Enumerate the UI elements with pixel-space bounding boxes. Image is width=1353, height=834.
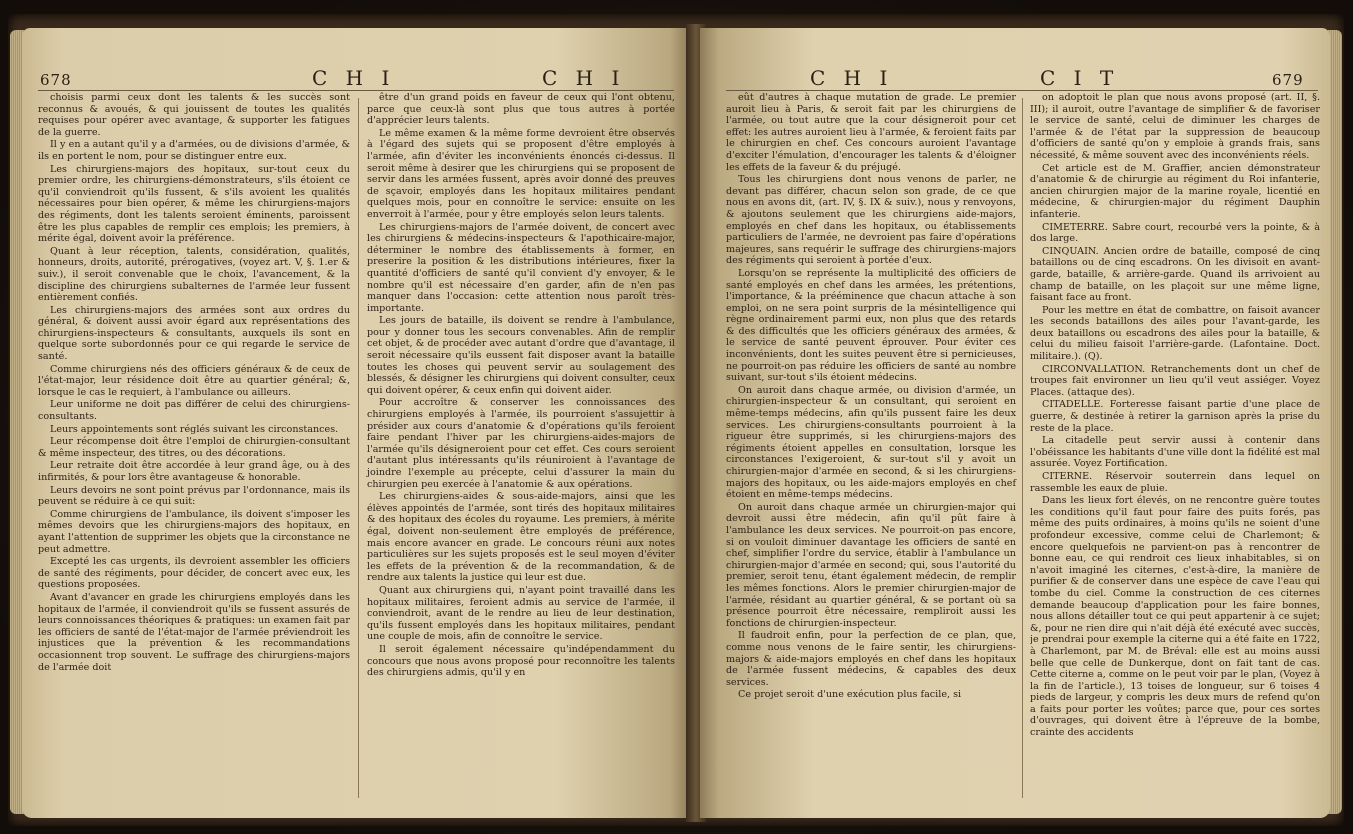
paragraph: Avant d'avancer en grade les chirurgiens employés dans les hopitaux de l'armée, il conviendroit qu'ils se fussent assurés de leurs connoissances théoriques & pratiques: un examen fait par les officiers de santé de l'état-major de l'armée préviendroit les injustices que la prévention & les recommandations occasionnent trop souvent. Le suffrage des chirurgiens-majors de l'armée doit [38,591,350,673]
paragraph: Excepté les cas urgents, ils devroient assembler les officiers de santé des régiments, pour décider, de concert avec eux, les questions proposées. [38,556,350,591]
header-rule [726,90,1318,91]
paragraph: Le même examen & la même forme devroient être observés à l'égard des sujets qui se proposent d'être employés à l'armée, afin d'éviter les inconvénients énoncés ci-dessus. Il seroit même à desirer que les chirurgiens qui se proposent de servir dans les armées fussent, après avoir donné des preuves de sçavoir, employés dans les hopitaux militaires pendant quelques mois, pour en connoître le service: ensuite on les enverroit à l'armée, pour y être employés selon leurs talents. [367,127,675,220]
paragraph: Pour accroître & conserver les connoissances des chirurgiens employés à l'armée, ils pourroient s'assujettir à présider aux cours d'anatomie & d'opérations qu'ils feroient faire pendant l'hiver par les chirurgiens-aides-majors de l'armée qu'ils désigneroient pour cet effet. Ces cours seroient d'autant plus intéressants qu'ils réuniroient à l'avantage de joindre l'exemple au précepte, celui d'assurer la main du chirurgien peu exercée à l'anatomie & aux opérations. [367,397,675,490]
paragraph: Comme chirurgiens de l'ambulance, ils doivent s'imposer les mêmes devoirs que les chirurgiens-majors des hopitaux, en ayant l'attention de supprimer les objets que la circonstance ne peut admettre. [38,508,350,555]
paragraph: choisis parmi ceux dont les talents & les succès sont reconnus & avoués, & qui jouissent de toutes les qualités requises pour opérer avec avantage, & supporter les fatigues de la guerre. [38,92,350,138]
paragraph: Leurs appointements sont réglés suivant les circonstances. [50,423,339,435]
paragraph: être d'un grand poids en faveur de ceux qui l'ont obtenu, parce que ceux-là sont plus que tous autres à portée d'apprécier leurs talents. [367,92,675,127]
paragraph: on adoptoit le plan que nous avons proposé (art. II, §. III); il auroit, outre l'avantage de simplifier & de favoriser le service de santé, celui de diminuer les charges de l'armée & de l'état par la suppression de beaucoup d'officiers de santé qu'on y emploie à grands frais, sans nécessité, & même souvent avec des inconvénients réels. [1030,92,1320,161]
header-rule [38,90,674,91]
paragraph: Ce projet seroit d'une exécution plus facile, si [738,689,962,701]
paragraph: Quant à leur réception, talents, considération, qualités, honneurs, droits, autorité, prérogatives, (voyez art. V, §. 1.er & suiv.), il seroit convenable que le choix, l'avancement, & la discipline des chirurgiens subalternes de l'armée leur fussent entièrement confiés. [38,245,350,304]
right-page-number: 679 [1272,71,1304,89]
paragraph: CIMETERRE. Sabre court, recourbé vers la pointe, & à dos large. [1030,221,1320,245]
left-running-head-2: C H I [542,66,626,90]
paragraph: On auroit dans chaque armée, ou division d'armée, un chirurgien-inspecteur & un consultant, qui seroient en même-temps médecins, afin qu'ils pussent faire les deux services. Les chirurgiens-consultants pourroient à la rigueur être supprimés, si les chirurgiens-majors des régiments étoient appelles en consultation, lorsque les circonstances l'exigeroient, & sur-tout s'il y avoit un chirurgien-major d'armée en second, & si les chirurgiens-majors des hopitaux, ou les aide-majors employés en chef étoient en même-temps médecins. [726,384,1016,501]
paragraph: Les jours de bataille, ils doivent se rendre à l'ambulance, pour y donner tous les secours convenables. Afin de remplir cet objet, & de procéder avec autant d'ordre que d'avantage, il seroit nécessaire qu'ils eussent fait disposer avant la bataille toutes les choses qui peuvent servir au soulagement des blessés, & désigner les chirurgiens qui doivent consulter, ceux qui doivent opérer, & ceux enfin qui doivent aider. [367,315,675,396]
left-page-number: 678 [40,71,72,89]
paragraph: Leurs devoirs ne sont point prévus par l'ordonnance, mais ils peuvent se réduire à ce qui suit: [38,484,350,508]
paragraph: CINQUAIN. Ancien ordre de bataille, composé de cinq bataillons ou de cinq escadrons. On les divisoit en avant-garde, bataille, & arrière-garde. Quand ils arrivoient au champ de bataille, on les plaçoit sur une même ligne, faisant face au front. [1030,245,1320,304]
left-page [22,28,690,818]
paragraph: Tous les chirurgiens dont nous venons de parler, ne devant pas différer, chacun selon son grade, de ce que nous en avons dit, (art. IV, §. IX & suiv.), nous y renvoyons, & ajoutons seulement que les chirurgiens aide-majors, employés en chef dans les hopitaux, ou établissements particuliers de l'armée, ne devroient pas faire d'opérations majeures, sans requérir le suffrage des chirurgiens-majors des régiments qui seroient à portée d'eux. [726,174,1016,267]
paragraph: CIRCONVALLATION. Retranchements dont un chef de troupes fait environner un lieu qu'il veut assiéger. Voyez Places. (attaque des). [1030,363,1320,398]
right-running-head-2: C I T [1040,66,1120,90]
left-column-1 [38,92,350,810]
paragraph: Pour les mettre en état de combattre, on faisoit avancer les seconds bataillons des ailes pour l'avant-garde, les deux bataillons ou escadrons des ailes pour la bataille, & celui du milieu faisoit l'arrière-garde. (Lafontaine. Doct. militaire.). (Q). [1030,304,1320,363]
paragraph: Cet article est de M. Graffier, ancien démonstrateur d'anatomie & de chirurgie au régiment du Roi infanterie, ancien chirurgien major de la marine royale, licentié en médecine, & chirurgien-major du régiment Dauphin infanterie. [1030,162,1320,220]
paragraph: Dans les lieux fort élevés, on ne rencontre guère toutes les conditions qu'il faut pour faire des puits forés, pas même des puits ordinaires, à moins qu'ils ne soient d'une profondeur excessive, comme celui de Charlemont; & encore quelquefois ne parvient-on pas à rencontrer de bonne eau, ce qui rendroit ces lieux inhabitables, si on n'avoit imaginé les citernes, c'est-à-dire, la manière de purifier & de conserver dans une espèce de cave l'eau qui tombe du ciel. Comme la construction de ces citernes demande beaucoup d'application pour les faire bonnes, nous allons détailler tout ce qui peut appartenir à ce sujet; &, pour ne rien dire qui n'ait déjà été exécuté avec succès, je prendrai pour exemple la citerne qui a été faite en 1722, à Charlemont, par M. de Bréval: elle est au moins aussi belle que celle de Dunkerque, dont on fait tant de cas. Cette citerne a, comme on le peut voir par le plan, (Voyez à la fin de l'article.), 13 toises de longueur, sur 6 toises 4 pieds de largeur, y compris les deux murs de refend qu'on a faits pour porter les voûtes; parce que, pour ces sortes d'ouvrages, qui doivent être à l'épreuve de la bombe, crainte des accidents [1030,495,1320,739]
paragraph: eût d'autres à chaque mutation de grade. Le premier auroit lieu à Paris, & seroit fait par les chirurgiens de l'armée, ou tout autre que la cour désigneroit pour cet effet: les autres auroient lieu à l'armée, & feroient faits par le chirurgien en chef. Ces concours auroient l'avantage d'exciter l'émulation, d'encourager les talents & d'éloigner les effets de la faveur & du préjugé. [726,92,1016,173]
paragraph: Il y en a autant qu'il y a d'armées, ou de divisions d'armée, & ils en portent le nom, pour se distinguer entre eux. [38,139,350,162]
left-running-head-1: C H I [312,66,396,90]
paragraph: On auroit dans chaque armée un chirurgien-major qui devroit aussi être médecin, afin qu'il pût faire à l'ambulance les deux services. Ne pourroit-on pas encore, si on vouloit diminuer davantage les officiers de santé en chef, simplifier l'ordre du service, établir à l'ambulance un chirurgien-major d'armée en second; qui, sous l'autorité du premier, seroit tenu, étant également médecin, de remplir les mêmes fonctions. Alors le premier chirurgien-major de l'armée, résidant au quartier général, & se portant où sa présence pourroit être nécessaire, rempliroit aussi les fonctions de chirurgien-inspecteur. [726,501,1016,629]
paragraph: Leur uniforme ne doit pas différer de celui des chirurgiens-consultants. [38,399,350,423]
paragraph: Les chirurgiens-majors des hopitaux, sur-tout ceux du premier ordre, les chirurgiens-démonstrateurs, s'ils étoient ce qu'il conviendroit qu'ils fussent, & s'ils avoient les qualités nécessaires pour bien opérer, & même les chirurgiens-majors des régiments, dont les talents seroient éminents, paroissent être les plus capables de remplir ces emplois; les premiers, à mérite égal, doivent avoir la préférence. [38,163,350,245]
paragraph: Leur retraite doit être accordée à leur grand âge, ou à des infirmités, & pour lors être avantageuse & honorable. [38,460,350,483]
paragraph: Il seroit également nécessaire qu'indépendamment du concours que nous avons proposé pour reconnoître les talents des chirurgiens admis, qu'il y en [367,643,675,679]
right-running-head-1: C H I [810,66,894,90]
page-edges-right [1328,30,1342,814]
paragraph: Les chirurgiens-majors des armées sont aux ordres du général, & doivent aussi avoir égard aux représentations des chirurgiens-inspecteurs & consultants, auxquels ils sont en quelque sorte subordonnés pour ce qui regarde le service de santé. [38,304,350,363]
paragraph: Comme chirurgiens nés des officiers généraux & de ceux de l'état-major, leur résidence doit être au quartier général; &, lorsque le cas le requiert, à l'ambulance ou ailleurs. [38,363,350,398]
paragraph: Quant aux chirurgiens qui, n'ayant point travaillé dans les hopitaux militaires, feroient admis au service de l'armée, il conviendroit, avant de le rendre au lieu de leur destination, qu'ils fussent employés dans les hopitaux militaires, pendant une couple de mois, afin de connoître le service. [367,584,675,643]
paragraph: Les chirurgiens-majors de l'armée doivent, de concert avec les chirurgiens & médecins-inspecteurs & l'apothicaire-major, déterminer le nombre des établissements à former, en preserire la position & les distributions intérieures, fixer la quantité d'officiers de santé qu'il convient d'y envoyer, & le nombre qu'il est nécessaire d'en garder, afin de n'en pas manquer dans l'occasion: cette attention nous paroît très-importante. [367,221,675,314]
paragraph: Lorsqu'on se représente la multiplicité des officiers de santé employés en chef dans les armées, les prétentions, l'importance, & la prééminence que chacun attache à son emploi, on ne sera point surpris de la mésintelligence qui règne ordinairement parmi eux, non plus que des retards & des difficultés que les officiers généraux des armées, & le service de santé peuvent éprouver. Pour éviter ces inconvénients, dont les suites peuvent être si pernicieuses, ne pourroit-on pas réduire les officiers de santé au nombre suivant, sur-tout s'ils étoient médecins. [726,267,1016,384]
column-divider [1022,98,1023,798]
paragraph: Leur récompense doit être l'emploi de chirurgien-consultant & même inspecteur, des titres, ou des décorations. [38,436,350,459]
paragraph: Les chirurgiens-aides & sous-aide-majors, ainsi que les élèves appointés de l'armée, sont tirés des hopitaux militaires & des hopitaux des écoles du royaume. Les premiers, à mérite égal, doivent non-seulement être employés de préférence, mais encore avancer en grade. Le concours réuni aux notes particulières sur les sujets proposés est le seul moyen d'éviter les effets de la prévention & de la recommandation, & de rendre aux talents la justice qui leur est due. [367,491,675,584]
paragraph: CITERNE. Réservoir souterrein dans lequel on rassemble les eaux de pluie. [1030,471,1320,494]
paragraph: Il faudroit enfin, pour la perfection de ce plan, que, comme nous venons de le faire sentir, les chirurgiens-majors & aide-majors employés en chef dans les hopitaux de l'armée fussent médecins, & capables des deux services. [726,630,1016,688]
right-page [700,28,1330,818]
left-column-2 [367,92,675,810]
right-column-2 [1030,92,1320,810]
right-column-1 [726,92,1016,810]
paragraph: CITADELLE. Forteresse faisant partie d'une place de guerre, & destinée à retirer la garnison après la prise du reste de la place. [1030,399,1320,434]
column-divider [358,98,359,798]
paragraph: La citadelle peut servir aussi à contenir dans l'obéissance les habitants d'une ville dont la fidélité est mal assurée. Voyez Fortification. [1030,435,1320,470]
